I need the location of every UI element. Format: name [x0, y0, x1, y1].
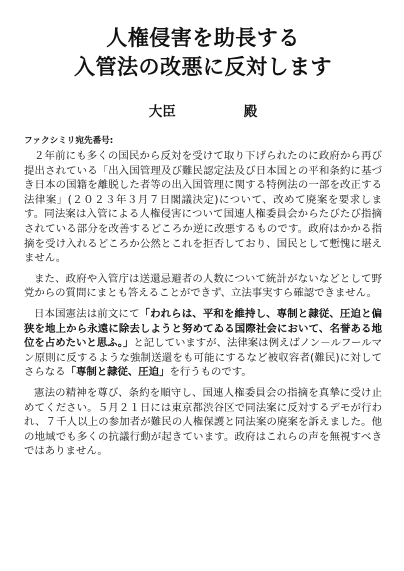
title-line-1: 人権侵害を助長する [106, 26, 300, 50]
document-title [24, 24, 382, 82]
paragraph-3-body: と記していますが、法律案は例えばノン－ルフールマン原則に反するような強制送還をも可能にするなど被収容者(難民)に対してさらなる [24, 337, 382, 379]
addressee-suffix: 殿 [243, 104, 258, 120]
addressee-line [24, 100, 382, 120]
addressee-name: 大臣 [148, 104, 176, 120]
emphasis-phrase: 「専制と隷従、圧迫」 [65, 366, 170, 379]
paragraph-3 [24, 307, 382, 380]
title-line-2: 入管法の改悪に反対します [74, 55, 332, 79]
fax-number-label: ファクシミリ宛先番号: [24, 136, 114, 146]
paragraph-4: 憲法の精神を尊び、条約を順守し、国連人権委員会の指摘を真摯に受け止めてください。５月２１日には東京都渋谷区で同法案に反対するデモが行われ、７千人以上の参加者が難民の人権保護と同法案の廃案を訴えました。他の地域でも多くの抗議行動が起きています。政府はこれらの声を無視すべきではありません。 [24, 386, 382, 458]
paragraph-2: また、政府や入管庁は送還忌避者の人数について統計がないなどとして野党からの質問にまとも答えることができず、立法事実すら確認できません。 [24, 272, 382, 300]
paragraph-3-end: を行うものです。 [169, 366, 252, 379]
paragraph-3-intro: 日本国憲法は前文にて [34, 307, 140, 320]
paragraph-1: ２年前にも多くの国民から反対を受けて取り下げられたのに政府から再び提出されている「出入国管理及び難民認定法及び日本国との平和条約に基づき日本の国籍を離脱した者等の出入国管理に関する特例法の一部を改正する法律案」(２０２３年３月７日閣議決定)について、改めて廃案を要求します。同法案は入管による人権侵害について国連人権委員会からたびたび指摘されている部分を改善するどころか逆に改悪するものです。政府はかかる指摘を受け入れるどころか公然とこれを拒否しており、国民として慙愧に堪えません。 [24, 150, 382, 265]
constitution-quote: 「われらは、平和を維持し、専制と隷従、圧迫と偏狭を地上から永遠に除去しようと努めてゐる国際社会において、名誉ある地位を占めたいと思ふ。」 [24, 307, 383, 350]
